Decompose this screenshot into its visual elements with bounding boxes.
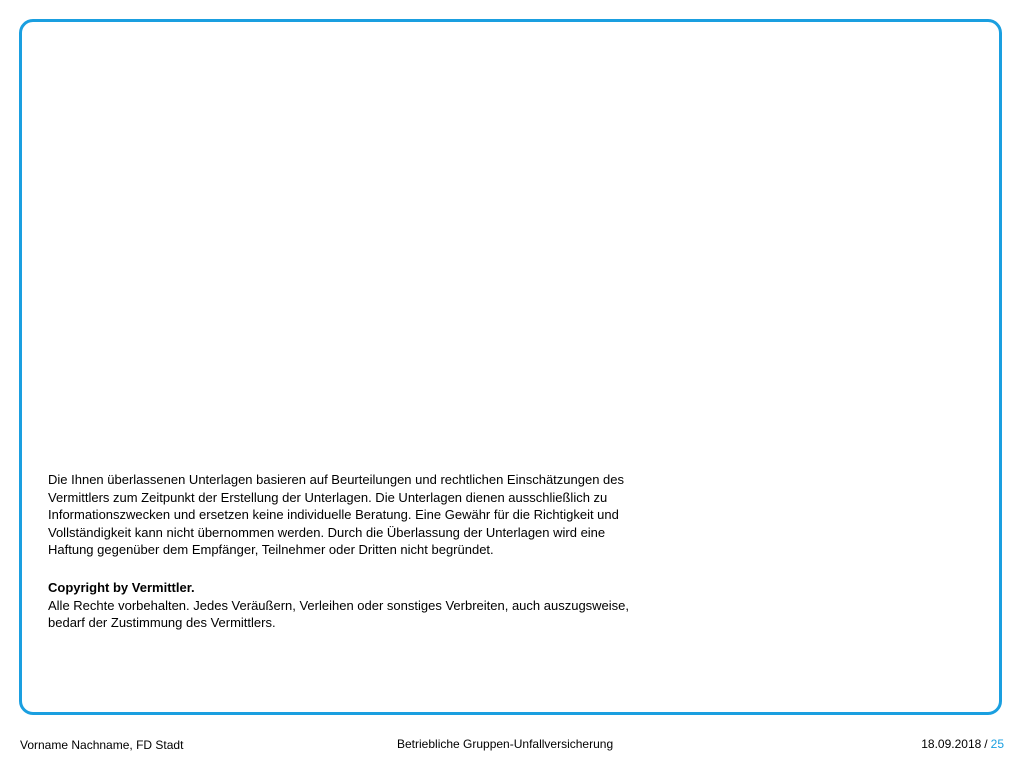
copyright-heading: Copyright by Vermittler. [48,580,195,595]
footer-date-page [921,737,1004,751]
disclaimer-line: Informationszwecken und ersetzen keine individuelle Beratung. Eine Gewähr für die Richtigkeit und [48,507,619,523]
page-number: 25 [990,737,1004,751]
disclaimer-line: Haftung gegenüber dem Empfänger, Teilnehmer oder Dritten nicht begründet. [48,542,494,558]
disclaimer-line: Die Ihnen überlassenen Unterlagen basieren auf Beurteilungen und rechtlichen Einschätzungen des [48,472,625,487]
disclaimer-line: Vollständigkeit kann nicht übernommen werden. Durch die Überlassung der Unterlagen wird eine [48,524,606,540]
slide-footer [0,736,1024,756]
footer-author: Vorname Nachname, FD Stadt [20,738,184,752]
disclaimer-text [48,471,698,559]
footer-separator: / [984,737,988,751]
disclaimer-line: Vermittlers zum Zeitpunkt der Erstellung der Unterlagen. Die Unterlagen dienen ausschließlich zu [48,489,608,505]
footer-date: 18.09.2018 [921,737,982,751]
copyright-block [48,579,708,632]
copyright-line: bedarf der Zustimmung des Vermittlers. [48,615,276,631]
copyright-line: Alle Rechte vorbehalten. Jedes Veräußern, Verleihen oder sonstiges Verbreiten, auch auszugsweise, [48,597,630,613]
footer-title: Betriebliche Gruppen-Unfallversicherung [397,737,614,751]
